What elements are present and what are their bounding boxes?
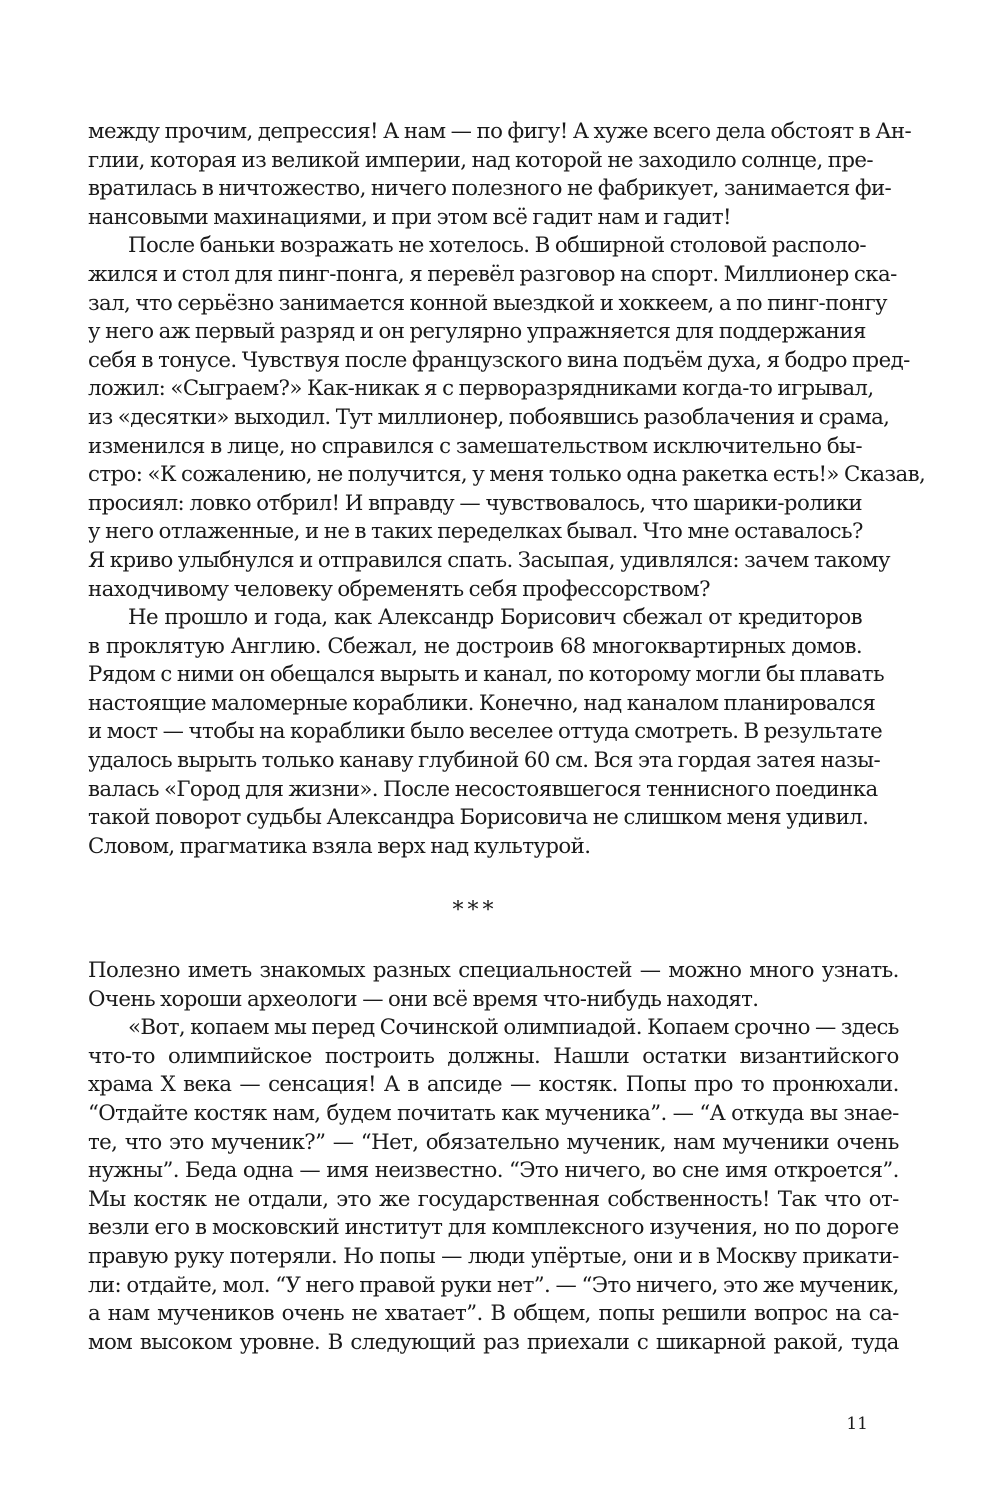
text-line: правую руку потеряли. Но попы — люди упёртые, они и в Москву прикати- [88, 1243, 899, 1269]
text-line: стро: «К сожалению, не получится, у меня только одна ракетка есть!» Сказав, [88, 462, 926, 488]
text-line: что-то олимпийское построить должны. Нашли остатки византийского [88, 1043, 899, 1069]
text-line: мом высоком уровне. В следующий раз приехали с шикарной ракой, туда [88, 1329, 899, 1355]
page-body [88, 118, 926, 1355]
paragraph-2 [88, 232, 926, 604]
text-line: Рядом с ними он обещался вырыть и канал, по которому могли бы плавать [88, 662, 884, 688]
text-line: у него отлаженные, и не в таких переделках бывал. Что мне оставалось? [88, 519, 863, 545]
text-line: у него аж первый разряд и он регулярно упражняется для поддержания [88, 319, 866, 345]
text-line: удалось вырыть только канаву глубиной 60 см. Вся эта гордая затея назы- [88, 748, 881, 774]
text-line: и мост — чтобы на кораблики было веселее оттуда смотреть. В результате [88, 719, 883, 745]
text-line: Словом, прагматика взяла верх над культурой. [88, 833, 591, 859]
section-2 [88, 957, 899, 1357]
text-line: вратилась в ничтожество, ничего полезного не фабрикует, занимается фи- [88, 176, 892, 202]
text-line: жился и стол для пинг-понга, я перевёл разговор на спорт. Миллионер ска- [88, 261, 897, 287]
text-line: После баньки возражать не хотелось. В обширной столовой располо- [128, 233, 866, 259]
text-line: ложил: «Сыграем?» Как-никак я с перворазрядниками когда-то игрывал, [88, 376, 874, 402]
text-line: глии, которая из великой империи, над которой не заходило солнце, пре- [88, 147, 874, 173]
text-line: Полезно иметь знакомых разных специальностей — можно много узнать. [88, 958, 899, 983]
text-line: находчивому человеку обременять себя профессорством? [88, 576, 710, 602]
paragraph-5 [88, 1014, 899, 1357]
text-line: такой поворот судьбы Александра Борисовича не слишком меня удивил. [88, 805, 869, 831]
text-line: настоящие маломерные кораблики. Конечно, над каналом планировался [88, 690, 876, 716]
text-line: ли: отдайте, мол. “У него правой руки нет”. — “Это ничего, это же мученик, [88, 1272, 899, 1298]
text-line: а нам мучеников очень не хватает”. В общем, попы решили вопрос на са- [88, 1301, 899, 1327]
text-line: изменился в лице, но справился с замешательством исключительно бы- [88, 433, 862, 459]
text-line: Не прошло и года, как Александр Борисович сбежал от кредиторов [128, 605, 862, 631]
text-line: в проклятую Англию. Сбежал, не достроив 68 многоквартирных домов. [88, 633, 862, 659]
text-line: просиял: ловко отбрил! И вправду — чувствовалось, что шарики-ролики [88, 490, 862, 516]
text-line: между прочим, депрессия! А нам — по фигу! А хуже всего дела обстоят в Ан- [88, 119, 912, 144]
text-line: себя в тонусе. Чувствуя после французского вина подъём духа, я бодро пред- [88, 347, 910, 373]
paragraph-1 [88, 118, 912, 232]
paragraph-4 [88, 957, 899, 1014]
text-line: из «десятки» выходил. Тут миллионер, побоявшись разоблачения и срама, [88, 404, 890, 430]
text-line: везли его в московский институт для комплексного изучения, но по дороге [88, 1215, 899, 1241]
text-line: Очень хороши археологи — они всё время что-нибудь находят. [88, 986, 759, 1012]
text-line: нужны”. Беда одна — имя неизвестно. “Это ничего, во сне имя откроется”. [88, 1158, 899, 1184]
text-line: “Отдайте костяк нам, будем почитать как мученика”. — “А откуда вы знае- [88, 1100, 899, 1126]
text-line: храма X века — сенсация! А в апсиде — костяк. Попы про то пронюхали. [88, 1072, 899, 1098]
section-separator: *** [452, 898, 498, 923]
text-line: валась «Город для жизни». После несостоявшегося теннисного поединка [88, 776, 878, 802]
paragraph-3 [88, 604, 884, 861]
text-line: Мы костяк не отдали, это же государственная собственность! Так что от- [88, 1186, 899, 1212]
text-line: Я криво улыбнулся и отправился спать. Засыпая, удивлялся: зачем такому [88, 547, 890, 573]
page-number: 11 [846, 1414, 868, 1434]
text-line: нансовыми махинациями, и при этом всё гадит нам и гадит! [88, 204, 732, 230]
text-line: «Вот, копаем мы перед Сочинской олимпиадой. Копаем срочно — здесь [128, 1015, 899, 1041]
text-line: те, что это мученик?” — “Нет, обязательно мученик, нам мученики очень [88, 1129, 899, 1155]
text-line: зал, что серьёзно занимается конной выездкой и хоккеем, а по пинг-понгу [88, 290, 887, 316]
